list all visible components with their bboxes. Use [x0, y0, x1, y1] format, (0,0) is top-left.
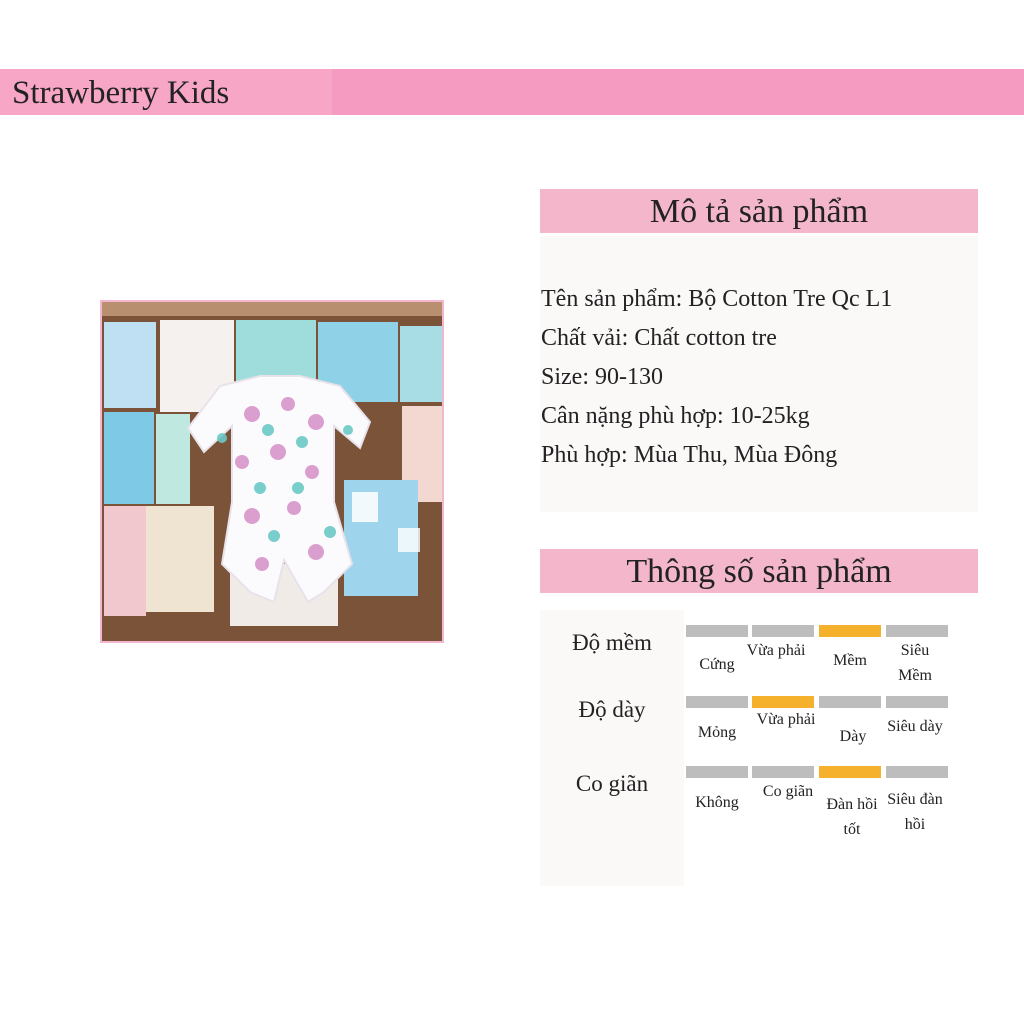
spec-opt-thickness-2: Vừa phải [756, 711, 816, 728]
spec-opt-softness-3: Mềm [833, 652, 867, 669]
spec-bar-thickness-1 [686, 696, 748, 708]
spec-opt-softness-4: Siêu Mềm [898, 642, 932, 684]
spec-bar-stretch-2 [752, 766, 814, 778]
desc-fabric: Chất vải: Chất cotton tre [541, 325, 777, 351]
spec-bar-stretch-3-selected [819, 766, 881, 778]
spec-label-stretch: Co giãn [575, 771, 649, 796]
product-photo [100, 300, 444, 643]
spec-label-thickness: Độ dày [578, 697, 646, 722]
spec-bar-softness-3-selected [819, 625, 881, 637]
desc-product-name: Tên sản phẩm: Bộ Cotton Tre Qc L1 [541, 286, 893, 312]
spec-opt-stretch-2: Co giãn [762, 783, 814, 800]
spec-label-softness: Độ mềm [572, 630, 652, 655]
spec-bar-softness-2 [752, 625, 814, 637]
spec-opt-softness-1: Cứng [699, 656, 735, 673]
spec-opt-stretch-1: Không [695, 794, 739, 811]
desc-size: Size: 90-130 [541, 364, 663, 390]
brand-bar [0, 69, 1024, 115]
spec-bar-softness-1 [686, 625, 748, 637]
desc-season: Phù hợp: Mùa Thu, Mùa Đông [541, 442, 838, 468]
spec-opt-thickness-4: Siêu dày [887, 718, 943, 735]
spec-bar-stretch-1 [686, 766, 748, 778]
spec-opt-thickness-1: Mỏng [697, 724, 737, 741]
description-header: Mô tả sản phẩm [540, 189, 978, 233]
spec-bar-thickness-4 [886, 696, 948, 708]
specs-header: Thông số sản phẩm [540, 549, 978, 593]
spec-bar-stretch-4 [886, 766, 948, 778]
spec-bar-softness-4 [886, 625, 948, 637]
spec-opt-softness-2: Vừa phải [746, 642, 806, 659]
desc-weight: Cân nặng phù hợp: 10-25kg [541, 403, 810, 429]
spec-opt-stretch-4: Siêu đàn hồi [887, 791, 943, 833]
brand-title: Strawberry Kids [12, 75, 230, 111]
spec-opt-stretch-3: Đàn hồi tốt [826, 796, 878, 838]
spec-opt-thickness-3: Dày [839, 728, 867, 745]
spec-bar-thickness-3 [819, 696, 881, 708]
